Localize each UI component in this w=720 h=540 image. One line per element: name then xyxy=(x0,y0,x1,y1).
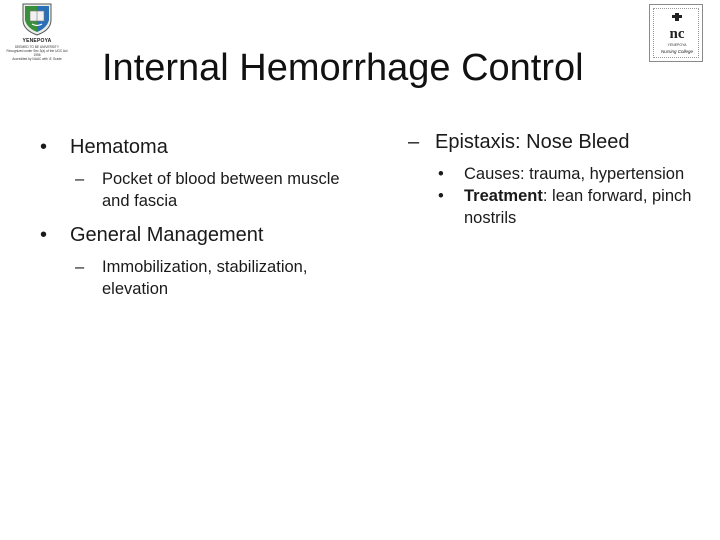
university-logo xyxy=(4,2,70,62)
logo-college: Nursing College xyxy=(660,49,694,54)
bullet-text: Hematoma xyxy=(70,136,168,158)
logo-name: YENEPOYA xyxy=(22,38,52,44)
sub-bullet-causes xyxy=(438,163,708,185)
sub-bullet-hematoma xyxy=(75,168,360,212)
bullet-hematoma xyxy=(40,134,360,160)
bullet-marker: • xyxy=(438,165,444,183)
bullet-marker: • xyxy=(40,136,48,158)
bullet-general-management xyxy=(40,222,360,248)
logo-institution: YENEPOYA xyxy=(667,43,687,47)
svg-text:nc: nc xyxy=(669,26,685,41)
right-column xyxy=(408,130,708,229)
bullet-text: General Management xyxy=(70,224,264,246)
sub-bullet-general-management xyxy=(75,256,360,300)
dash-marker: – xyxy=(75,170,85,188)
treatment-label: Treatment xyxy=(464,187,543,205)
left-column xyxy=(40,130,360,300)
sub-bullet-text: Pocket of blood between muscle and fascia xyxy=(102,170,340,210)
sub-bullet-text: Causes: trauma, hypertension xyxy=(464,165,685,183)
dash-marker: – xyxy=(75,258,85,276)
sub-bullet-text: Immobilization, stabilization, elevation xyxy=(102,258,308,298)
bullet-marker: • xyxy=(438,187,444,205)
shield-icon xyxy=(21,2,53,36)
nc-emblem-icon xyxy=(664,13,690,41)
sub-bullet-treatment xyxy=(438,185,708,229)
epistaxis-heading xyxy=(408,129,708,155)
slide-title: Internal Hemorrhage Control xyxy=(102,47,584,89)
heading-text: Epistaxis: Nose Bleed xyxy=(435,131,630,153)
bullet-marker: • xyxy=(40,224,48,246)
sub-bullet-text: : lean forward, pinch nostrils xyxy=(464,187,692,227)
logo-tagline: DEEMED TO BE UNIVERSITY Recognized under Sec 3(a) of the UGC Act 1956 Accredited by NAAC with 'A' Grade xyxy=(6,45,68,61)
dash-marker: – xyxy=(408,131,420,153)
